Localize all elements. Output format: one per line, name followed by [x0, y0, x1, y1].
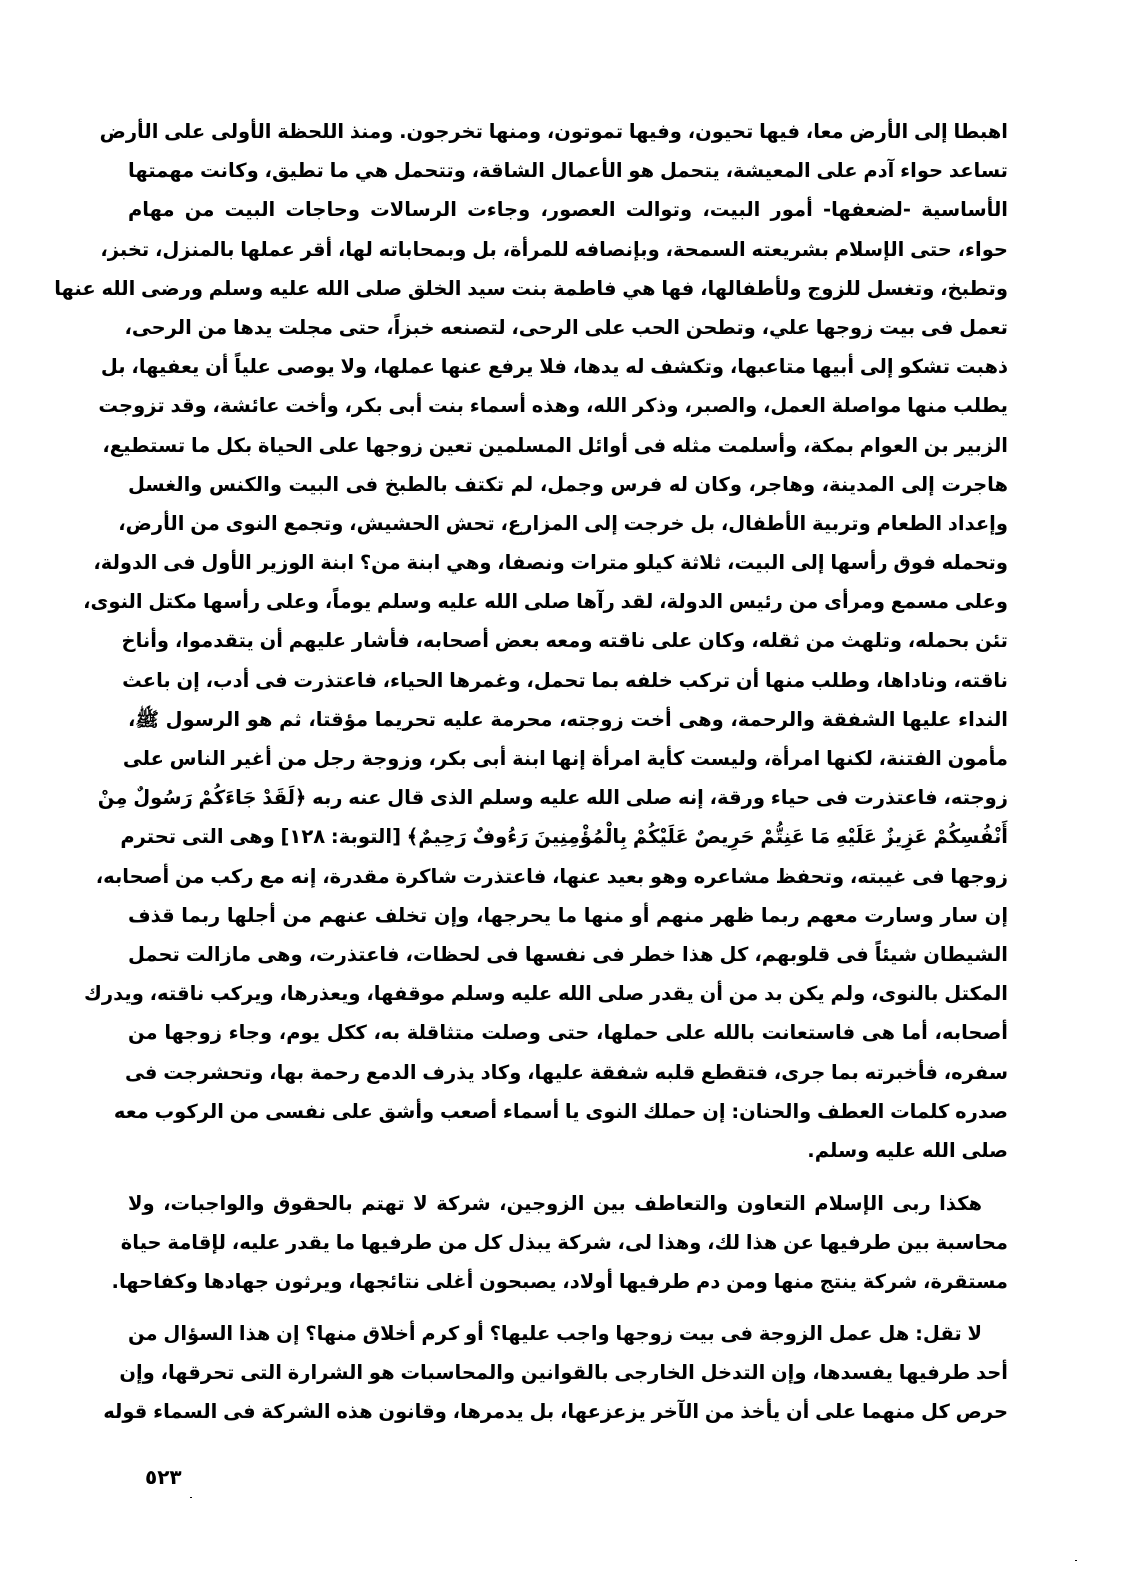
text-line: أصحابه، أما هى فاستعانت بالله على حملها، حتى وصلت متثاقلة به، ككل يوم، وجاء زوجها من — [128, 1021, 1008, 1045]
text-line: هكذا ربى الإسلام التعاون والتعاطف بين الزوجين، شركة لا تهتم بالحقوق والواجبات، ولا — [128, 1192, 982, 1216]
text-line: وتحمله فوق رأسها إلى البيت، ثلاثة كيلو مترات ونصفا، وهي ابنة من؟ ابنة الوزير الأول فى الدولة، — [93, 551, 1008, 575]
text-line: زوجها فى غيبته، وتحفظ مشاعره وهو بعيد عنها، فاعتذرت شاكرة مقدرة، إنه مع ركب من أصحابه، — [95, 864, 1008, 888]
text-line: مأمون الفتنة، لكنها امرأة، وليست كأية امرأة إنها ابنة أبى بكر، وزوجة رجل من أغير الناس على — [122, 747, 1008, 770]
text-line: صلى الله عليه وسلم. — [807, 1138, 1008, 1162]
text-line: سفره، فأخبرته بما جرى، فتقطع قلبه شفقة عليها، وكاد يذرف الدمع رحمة بها، وتحشرجت فى — [124, 1060, 1008, 1084]
text-line: وعلى مسمع ومرأى من رئيس الدولة، لقد رآها صلى الله عليه وسلم يوماً، وعلى رأسها مكتل النوى، — [83, 590, 1008, 614]
paragraph-2 — [111, 1184, 1008, 1302]
text-line: تعمل فى بيت زوجها علي، وتطحن الحب على الرحى، لتصنعه خبزاً، حتى مجلت يدها من الرحى، — [124, 315, 1008, 339]
text-line: المكتل بالنوى، ولم يكن بد من أن يقدر صلى الله عليه وسلم موقفها، ويعذرها، ويركب ناقته، ويدرك — [84, 982, 1008, 1006]
text-line: ناقته، وناداها، وطلب منها أن تركب خلفه بما تحمل، وغمرها الحياء، فاعتذرت فى أدب، إن باعث — [122, 668, 1008, 692]
text-line: تساعد حواء آدم على المعيشة، يتحمل هو الأعمال الشاقة، وتتحمل هي ما تطيق، وكانت مهمتها — [128, 159, 1008, 183]
text-line: وإعداد الطعام وتربية الأطفال، بل خرجت إلى المزارع، تحش الحشيش، وتجمع النوى من الأرض، — [118, 511, 1008, 535]
text-line: تئن بحمله، وتلهث من ثقله، وكان على ناقته ومعه بعض أصحابه، فأشار عليهم أن يتقدموا، وأناخ — [121, 629, 1008, 653]
text-line: هاجرت إلى المدينة، وهاجر، وكان له فرس وجمل، لم تكتف بالطبخ فى البيت والكنس والغسل — [128, 472, 1008, 496]
quran-verse-line: زوجته، فاعتذرت فى حياء ورقة، إنه صلى الله عليه وسلم الذى قال عنه ربه ﴿لَقَدْ جَاءَكُمْ رَسُولٌ مِنْ — [97, 786, 1008, 810]
book-page — [54, 112, 1008, 1431]
text-line: الزبير بن العوام بمكة، وأسلمت مثله فى أوائل المسلمين تعين زوجها على الحياة بكل ما تستطيع، — [102, 433, 1008, 457]
paragraph-1 — [54, 112, 1008, 1170]
page-number: ٥٢٣ — [145, 1465, 182, 1489]
text-line: وتطبخ، وتغسل للزوج ولأطفالها، فها هي فاطمة بنت سيد الخلق صلى الله عليه وسلم ورضى الله عنها — [54, 276, 1008, 300]
text-line: حرص كل منهما على أن يأخذ من الآخر يزعزعها، بل يدمرها، وقانون هذه الشركة فى السماء قوله — [103, 1400, 1008, 1423]
quran-verse-line: أَنْفُسِكُمْ عَزِيزٌ عَلَيْهِ مَا عَنِتُّمْ حَرِيصٌ عَلَيْكُمْ بِالْمُؤْمِنِينَ رَءُوفٌ رَحِيمٌ﴾ [التوبة: ١٢٨] وهى التى تحترم — [120, 825, 1008, 849]
text-line: مستقرة، شركة ينتج منها ومن دم طرفيها أولاد، يصبحون أغلى نتائجها، ويرثون جهادها وكفاحها. — [111, 1270, 1008, 1294]
paragraph-3 — [103, 1314, 1008, 1432]
scan-speck — [1075, 1560, 1077, 1561]
text-line: النداء عليها الشفقة والرحمة، وهى أخت زوجته، محرمة عليه تحريما مؤقتا، ثم هو الرسول ﷺ، — [128, 707, 1008, 731]
text-line: إن سار وسارت معهم ربما ظهر منهم أو منها ما يحرجها، وإن تخلف عنهم من أجلها ربما قذف — [128, 903, 1008, 927]
text-line: حواء، حتى الإسلام بشريعته السمحة، وبإنصافه للمرأة، بل وبمحاباته لها، أقر عملها بالمنزل، تخبز، — [100, 237, 1008, 261]
scan-speck — [190, 1497, 192, 1498]
text-line: أحد طرفيها يفسدها، وإن التدخل الخارجى بالقوانين والمحاسبات هو الشرارة التى تحرقها، وإن — [119, 1360, 1008, 1384]
text-line: صدره كلمات العطف والحنان: إن حملك النوى يا أسماء أصعب وأشق على نفسى من الركوب معه — [113, 1099, 1008, 1123]
text-line: ذهبت تشكو إلى أبيها متاعبها، وتكشف له يدها، فلا يرفع عنها عملها، ولا يوصى علياً أن يعفيها، بل — [100, 355, 1008, 379]
text-line: محاسبة بين طرفيها عن هذا لك، وهذا لى، شركة يبذل كل من طرفيها ما يقدر عليه، لإقامة حياة — [120, 1231, 1008, 1255]
text-line: اهبطا إلى الأرض معا، فيها تحيون، وفيها تموتون، ومنها تخرجون. ومنذ اللحظة الأولى على الأرض — [99, 120, 1008, 143]
text-line: يطلب منها مواصلة العمل، والصبر، وذكر الله، وهذه أسماء بنت أبى بكر، وأخت عائشة، وقد تزوجت — [98, 394, 1008, 418]
text-line: لا تقل: هل عمل الزوجة فى بيت زوجها واجب عليها؟ أو كرم أخلاق منها؟ إن هذا السؤال من — [128, 1321, 982, 1345]
text-line: الأساسية -لضعفها- أمور البيت، وتوالت العصور، وجاءت الرسالات وحاجات البيت من مهام — [128, 198, 1008, 222]
text-line: الشيطان شيئاً فى قلوبهم، كل هذا خطر فى نفسها فى لحظات، فاعتذرت، وهى مازالت تحمل — [128, 942, 1008, 966]
